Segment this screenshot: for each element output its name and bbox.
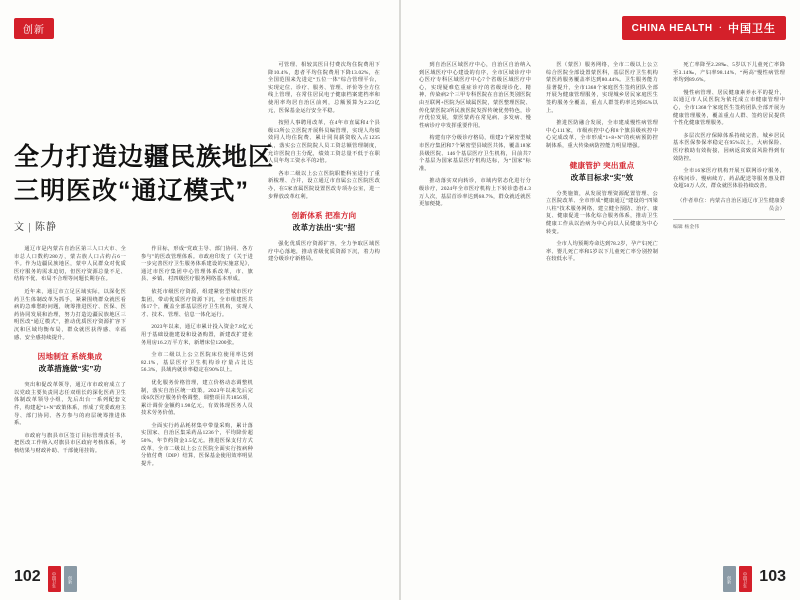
left-column-2 [141,246,253,556]
page-number-right: 103 [759,568,786,585]
author-affiliation: （作者单位：内蒙古自治区通辽市卫生健康委员会） [677,197,785,212]
paragraph: 突出和促改革领导，通辽市市政府成立了以党政主要负责同志任双组长的深化医药卫生体制改革领导小组，先后出台一系列配套文件，构建起“1+N”政策体系，形成了党委政府主导、部门协同、各方参与的府层统筹推进体系。 [14,382,126,427]
byline: 文 | 陈静 [14,222,58,233]
paragraph: 2023年以来，通辽市累计投入资金7.8亿元用于基础设施建设和设备购置，新建改扩建业务用房16.2万平方米，新增床位1200张。 [141,324,253,346]
masthead [622,16,786,40]
section-tag: 创新 [14,18,54,39]
subheading-2-post: 改革方法出“实”招 [292,223,356,233]
paragraph: 作目标，形成“党政主导、部门协同、各方参与”的医改管理体系。市政府印发了《关于进一步完善医疗卫生服务体系建设的实施意见》，通过市医疗集团中心管理体系改革，市、旗县、乡镇、村四级医疗服务网络基本形成。 [141,246,253,283]
masthead-separator: · [718,22,722,34]
paragraph: 依托市级医疗资源，组建紧密型城市医疗集团，带动优质医疗资源下沉，全市组建医共体17个，覆盖全部基层医疗卫生机构，实现人才、技术、管理、信息一体化运行。 [141,288,253,318]
headline-line-1: 全力打造边疆民族地区 [14,143,275,171]
right-column-2 [546,62,658,556]
paragraph: 分类施策，从发展管理资源配置管理、公立医院改革、全市形成“健康通辽”建设的“四梁八柱”技术服务网络，建立健全预防、治疗、康复、健康促进一体化综合服务体系，推动卫生健康工作从以治病为中心向以人民健康为中心转变。 [546,190,658,235]
subheading-1-pre: 因地制宜 系统集成 [37,352,103,362]
paragraph: 强化优质医疗资源扩容，全力争取区域医疗中心落地，推动省级优质资源下沉，着力构建分级诊疗新格局。 [268,241,380,263]
paragraph: 到自治区区域医疗中心，自治区自治纳入到区域医疗中心建设的有序，全市区域诊疗中心医疗专科区域医疗中心7个省级区域医疗中心，实现疑难危重症诊疗的省级现诊化、精神、传染病2个三甲专科医院在自治区类别医院由互联网+医院为区域属医院，蒙医整理医院、传化蒙医院3所民族医院发挥传统优势特色，诊疗优位发展，蒙医蒙药在常见病、多发病、慢性病诊疗中发挥重要作用。 [419,62,531,129]
paragraph: 全市人均预期寿命达到78.2岁，孕产妇死亡率、婴儿死亡率和5岁以下儿童死亡率分别控制在较低水平。 [546,241,658,263]
paragraph: 死亡率降至2.28‰、5岁以下儿童死亡率降至3.14‰，产妇率98.14%、“两高”慢性病管理率均到89.6%。 [673,62,785,84]
left-column-1 [14,246,126,556]
left-page [0,0,399,600]
paragraph: 推动落实双向转诊，市域内常态化进行分级诊疗，2024年全市医疗机构上下转诊患者4.3万人次，基层首诊率达到68.7%，群众就近就医更加便捷。 [419,178,531,208]
paragraph: 医（蒙医）服务网络，全市二级以上公立综合医院全部设置蒙医科，基层医疗卫生机构蒙医药服务覆盖率达到80.44%。卫生服务能力显著提升，全市1368个家庭医生签约团队全部开展为健康管理服务，实现城乡居民家庭医生签约服务全覆盖，重点人群签约率达到85%以上。 [546,62,658,114]
subheading-1 [14,351,126,375]
right-column-1 [419,62,531,556]
page-number-left: 102 [14,568,41,585]
subheading-3 [546,160,658,184]
right-thumb-tabs [723,566,752,592]
editor-credit: 编辑 杨金伟 [673,219,785,231]
right-page [401,0,800,600]
paragraph: 构建有序分级诊疗格局，组建2个紧密型城市医疗集团和7个紧密型县域医共体，覆盖18家县级医院、146个基层医疗卫生机构，目前共7个基层为国家基层医疗机构达标，为“国家”标准。 [419,135,531,172]
paragraph: 全面实行药品耗材集中带量采购，累计落实国家、自治区集采药品1236个，平均降价超50%，年节约资金3.5亿元。推进医保支付方式改革，全市二级以上公立医院全面实行按病种分值付费（DIP）结算，医保基金使用效率明显提升。 [141,422,253,467]
thumb-tab: 中国卫生 [739,566,752,592]
left-column-3 [268,62,380,556]
paragraph: 近年来，通辽市立足区域实际，以深化医药卫生体制改革为抓手，紧紧围绕群众就医看病的急难愁盼问题，统筹推进医疗、医保、医药协同发展和治理，努力打造边疆民族地区三明医改“通辽模式”，推动优质医疗资源扩容下沉和区域均衡布局，群众就医获得感、幸福感、安全感持续提升。 [14,288,126,341]
subheading-3-post: 改革目标求“实”效 [570,172,634,182]
masthead-cn: 中国卫生 [728,23,776,35]
paragraph: 市政府与旗县市区签订目标管理责任书，把医改工作纳入对旗县市区政府考核体系，考核结果与财政补助、干部使用挂钩。 [14,432,126,454]
paragraph: 全市二级以上公立医院床位使用率达到82.1%，基层医疗卫生机构诊疗量占比达56.3%，县域内就诊率稳定在90%以上。 [141,352,253,374]
paragraph: 多层次医疗保障体系持续完善，城乡居民基本医保参保率稳定在95%以上，大病保险、医疗救助有效衔接，因病返贫致贫风险得到有效防控。 [673,132,785,162]
subheading-2-pre: 创新体系 把准方向 [291,211,357,221]
right-column-3 [673,62,785,556]
paragraph: 可管理、相较其医目付费次均住院费用下降10.4%，患者平均住院费用下降13.02%，在全国范围来先进定“五位一体”综合管理平台，实现定位、诊疗、服务、管理、评价等全方位线上管理，在常住居民电子健康档案建档率和使用率均居自治区前列，总额预算为2.23亿元，医保基金运行安全平稳。 [268,62,380,114]
paragraph: 全市16家医疗机构开展互联网诊疗服务，在线问诊、慢病续方、药品配送等服务惠及群众超50万人次，群众就医体验持续改善。 [673,168,785,190]
paragraph: 按照人事聘用改革，在4年市直属和4个县级13所公立医院开展科员编管理，实现人均绩效同人均住院费、累计同岗薪资收入占1235人，落实公立医院院人员工资总额管理制度，允许医院自主分配，绩效工资总量不低于在职人员年均工资水平的2倍。 [268,120,380,165]
paragraph: 推进医防融合发展，全市建成慢性病管理中心111家，市级疾控中心和8个旗县级疾控中心完成改革，全市形成“1+8+N”的疾病预防控制体系，重大传染病防控能力明显增强。 [546,120,658,149]
headline-line-2: 三明医改“通辽模式” [14,177,250,205]
paragraph: 慢性病管理、居民健康素养水平的提升，以通辽市人民医院为依托成立市健康管理中心，全市1368个家庭医生签约团队全部开展为健康管理服务，覆盖重点人群、签约居民提供个性化健康管理服务。 [673,89,785,127]
paragraph: 各市二级以上公立医院职能科室进行了重新梳理、合并，设立通辽市直属公立医院医改办，在5家直属医院设置医改专项办公室，进一步释放改革红利。 [268,170,380,200]
left-thumb-tabs [48,566,77,592]
subheading-2 [268,210,380,234]
thumb-tab: 创新 [64,566,77,592]
paragraph: 通辽市是内蒙古自治区第三人口大市、全市总人口数约280万，蒙古族人口占约占6一半。作为边疆民族地区，蒙中人民群众对优质医疗服务的需求迫切，但医疗资源总量不足、结构不优、布局不合理等问题长期存在。 [14,246,126,283]
thumb-tab: 创新 [723,566,736,592]
thumb-tab: 中国卫生 [48,566,61,592]
subheading-1-post: 改革措施做“实”功 [38,364,102,374]
paragraph: 优化服务价格管理，建立价格动态调整机制，落实自治区统一政策。2023年以来先后完成6次医疗服务价格调整，调整项目共1856项，累计调价金额约1.98亿元，有效体现医务人员技术劳务价值。 [141,379,253,417]
masthead-en: CHINA HEALTH [631,22,713,34]
subheading-3-pre: 健康管护 突出重点 [569,160,635,170]
